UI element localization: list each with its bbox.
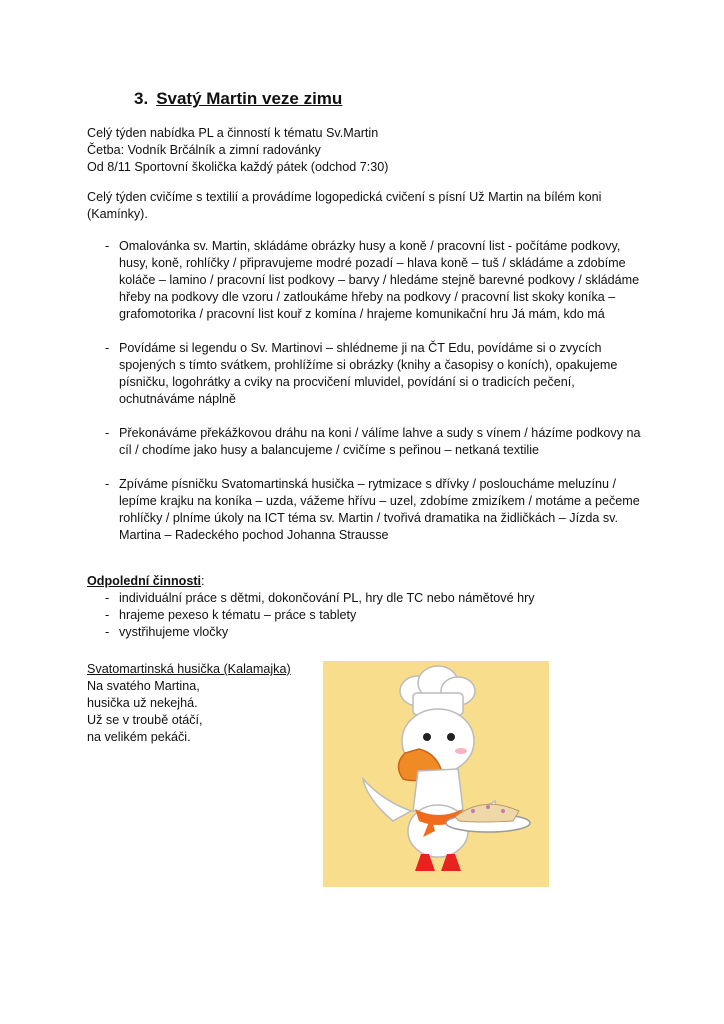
list-item: - Omalovánka sv. Martin, skládáme obrázky husy a koně / pracovní list - počítáme podkovy, husy, koně, rohlíčky / připravujeme modré pozadí – hlava koně – tuš / skládáme a zdobíme koláče – lamino / pracovní list podkovy – barvy / hledáme stejně barevné podkovy / skládáme hřeby na podkovy dle vzoru / zatloukáme hřeby na podkovy / pracovní list skoky koníka – grafomotorika / pracovní list kouř z komína / hrajeme komunikační hru Já mám, kdo má [87,238,647,323]
list-item: - hrajeme pexeso k tématu – práce s tablety [87,607,647,624]
intro-line: Celý týden nabídka PL a činností k tématu Sv.Martin [87,126,379,140]
afternoon-list [87,590,647,641]
list-item: - Zpíváme písničku Svatomartinská husička – rytmizace s dřívky / posloucháme meluzínu / lepíme krajku na koníka – uzda, vážeme hřívu – uzel, zdobíme zmizíkem / motáme a pečeme rohlíčky / plníme úkoly na ICT téma sv. Martin / tvořivá dramatika na židličkách – Jízda sv. Martina – Radeckého pochod Johanna Strausse [87,476,647,544]
song-title: Svatomartinská husička (Kalamajka) [87,662,291,676]
week-paragraph: Celý týden cvičíme s textilií a provádíme logopedická cvičení s písní Už Martin na bílém koni (Kamínky). [87,190,602,221]
song-line: Na svatého Martina, [87,679,200,693]
page-title [134,89,342,109]
chef-hat-icon [400,666,475,715]
activity-list [87,238,647,561]
afternoon-section [87,573,647,641]
list-item: - individuální práce s dětmi, dokončování PL, hry dle TC nebo námětové hry [87,590,647,607]
list-item: - vystřihujeme vločky [87,624,647,641]
song-line: na velikém pekáči. [87,730,191,744]
song-section [87,661,317,746]
chef-goose-illustration [323,661,549,887]
list-item: - Překonáváme překážkovou dráhu na koni / válíme lahve a sudy s vínem / házíme podkovy na cíl / chodíme jako husy a balancujeme / cvičíme s peřinou – netkaná textilie [87,425,647,459]
title-text: Svatý Martin veze zimu [156,89,343,108]
afternoon-heading-suffix: : [201,574,205,588]
afternoon-heading [87,573,647,590]
intro-line: Od 8/11 Sportovní školička každý pátek (odchod 7:30) [87,160,389,174]
song-line: Už se v troubě otáčí, [87,713,203,727]
song-line: husička už nekejhá. [87,696,198,710]
list-item: - Povídáme si legendu o Sv. Martinovi – shlédneme ji na ČT Edu, povídáme si o zvycích spojených s tímto svátkem, prohlížíme si obrázky (knihy a časopisy o koních), opakujeme písničku, logohrátky a cviky na procvičení mluvidel, povídání si o tradicích pečení, ochutnáváme náplně [87,340,647,408]
goose-drawing [323,661,549,887]
afternoon-heading-text: Odpolední činnosti [87,574,202,588]
title-number: 3. [134,89,149,108]
intro-line: Četba: Vodník Brčálník a zimní radovánky [87,143,321,157]
intro-block [87,125,647,176]
